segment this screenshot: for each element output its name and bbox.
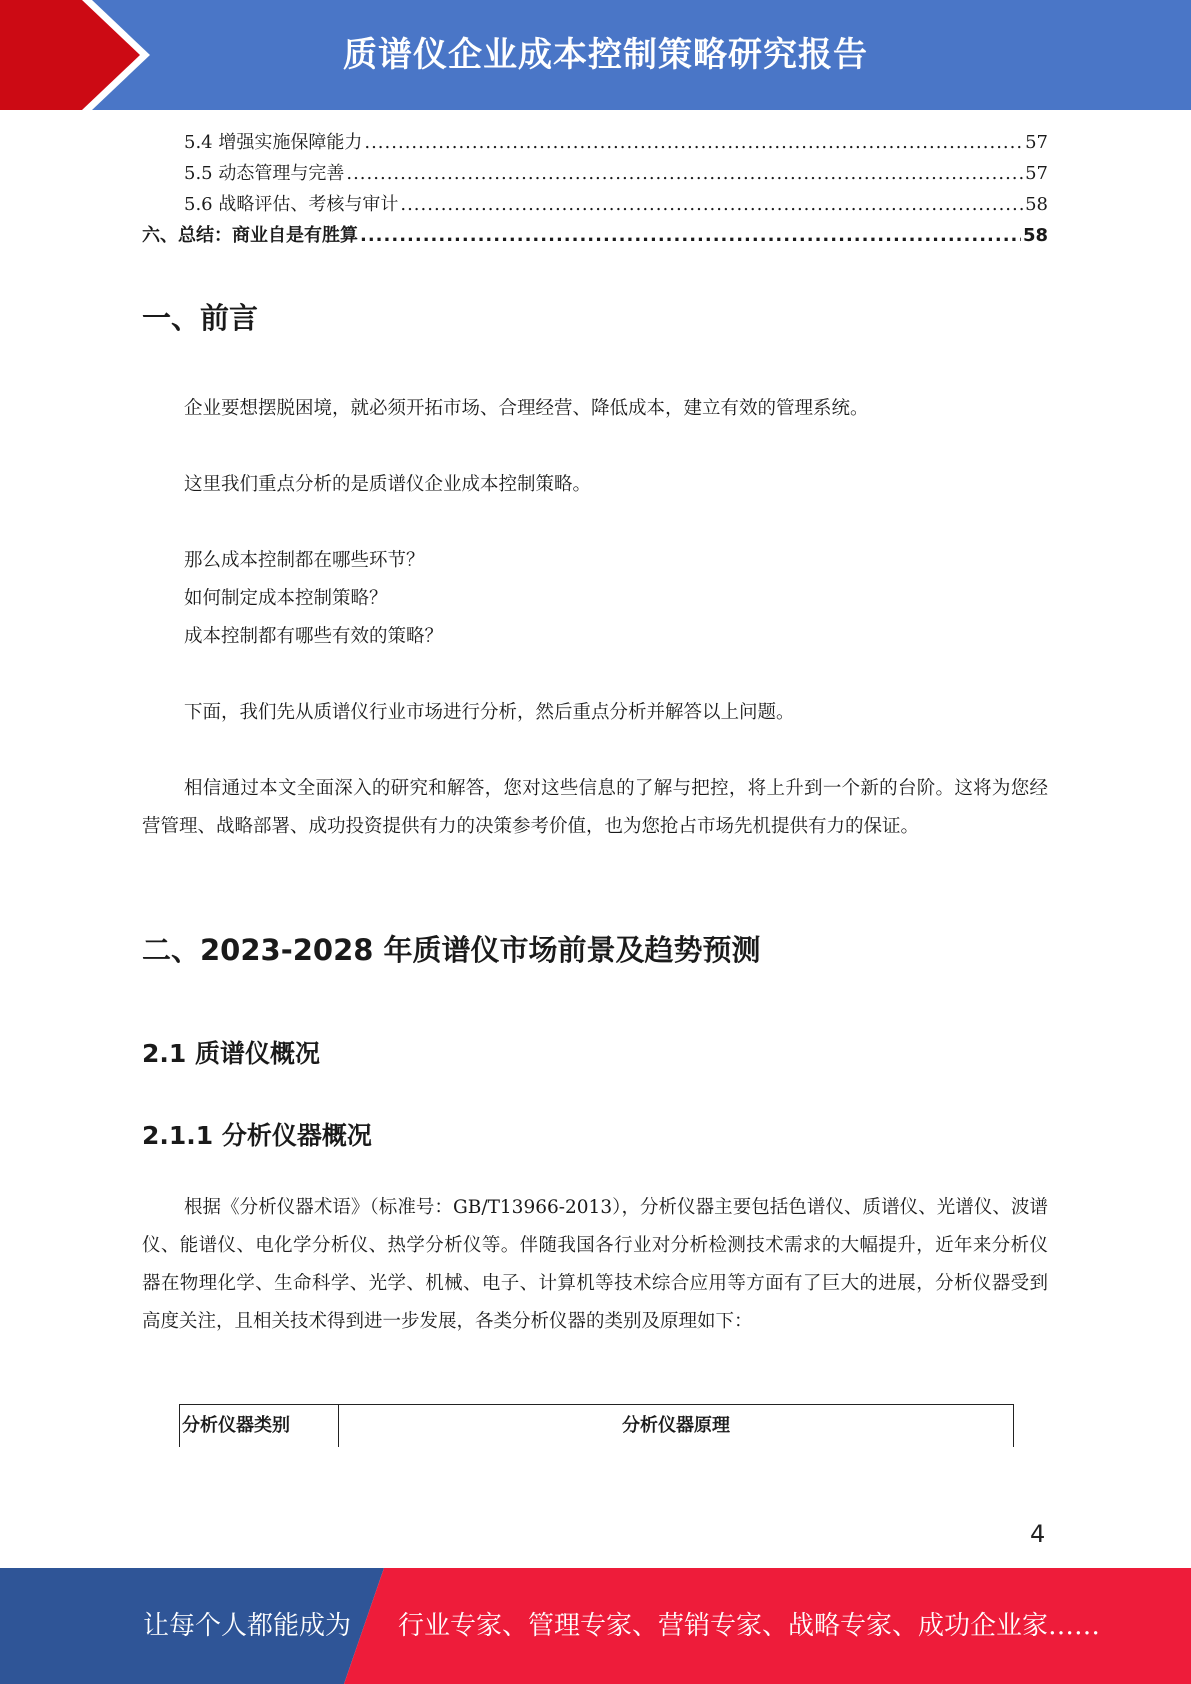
document-title: 质谱仪企业成本控制策略研究报告	[343, 35, 868, 75]
toc-leader-dots	[360, 225, 1021, 246]
paragraph: 相信通过本文全面深入的研究和解答，您对这些信息的了解与把控，将上升到一个新的台阶。这将为您经营管理、战略部署、成功投资提供有力的决策参考价值，也为您抢占市场先机提供有力的保证。	[142, 778, 1048, 837]
toc-entry[interactable]	[142, 190, 1048, 221]
page-header	[0, 0, 1191, 110]
question-line: 如何制定成本控制策略？	[184, 588, 388, 609]
paragraph: 企业要想摆脱困境，就必须开拓市场、合理经营、降低成本，建立有效的管理系统。	[184, 398, 869, 419]
toc-leader-dots	[364, 132, 1023, 153]
subsection-heading: 2.1 质谱仪概况	[142, 1039, 320, 1068]
toc-entry-page: 58	[1025, 194, 1048, 215]
toc-entry-page: 57	[1025, 132, 1048, 153]
table-of-contents	[142, 128, 1048, 252]
paragraph: 下面，我们先从质谱仪行业市场进行分析，然后重点分析并解答以上问题。	[184, 702, 795, 723]
toc-entry-label: 5.5 动态管理与完善	[184, 163, 345, 184]
page-footer	[0, 1568, 1191, 1684]
toc-entry[interactable]	[142, 128, 1048, 159]
toc-entry[interactable]	[142, 221, 1048, 252]
table-header-principle: 分析仪器原理	[622, 1415, 730, 1436]
toc-entry[interactable]	[142, 159, 1048, 190]
paragraph: 根据《分析仪器术语》（标准号：GB/T13966-2013），分析仪器主要包括色谱仪、质谱仪、光谱仪、波谱仪、能谱仪、电化学分析仪、热学分析仪等。伴随我国各行业对分析检测技术需求的大幅提升，近年来分析仪器在物理化学、生命科学、光学、机械、电子、计算机等技术综合应用等方面有了巨大的进展，分析仪器受到高度关注，且相关技术得到进一步发展，各类分析仪器的类别及原理如下：	[142, 1197, 1048, 1332]
toc-leader-dots	[400, 194, 1023, 215]
toc-entry-page: 58	[1022, 225, 1048, 246]
toc-entry-page: 57	[1025, 163, 1048, 184]
footer-slogan-right: 行业专家、管理专家、营销专家、战略专家、成功企业家……	[398, 1611, 1101, 1641]
toc-entry-label: 六、总结：商业自是有胜算	[142, 225, 358, 246]
instrument-table	[179, 1404, 1014, 1447]
toc-leader-dots	[346, 163, 1023, 184]
toc-entry-label: 5.4 增强实施保障能力	[184, 132, 363, 153]
section-heading: 二、2023-2028 年质谱仪市场前景及趋势预测	[142, 933, 761, 967]
page-number: 4	[1030, 1520, 1046, 1548]
subsection-heading: 2.1.1 分析仪器概况	[142, 1121, 372, 1150]
paragraph: 这里我们重点分析的是质谱仪企业成本控制策略。	[184, 474, 592, 495]
toc-entry-label: 5.6 战略评估、考核与审计	[184, 194, 399, 215]
section-heading: 一、前言	[142, 301, 259, 335]
question-line: 那么成本控制都在哪些环节？	[184, 550, 425, 571]
question-line: 成本控制都有哪些有效的策略？	[184, 626, 444, 647]
table-header-category: 分析仪器类别	[180, 1405, 339, 1447]
footer-slogan-left: 让每个人都能成为	[143, 1611, 352, 1641]
